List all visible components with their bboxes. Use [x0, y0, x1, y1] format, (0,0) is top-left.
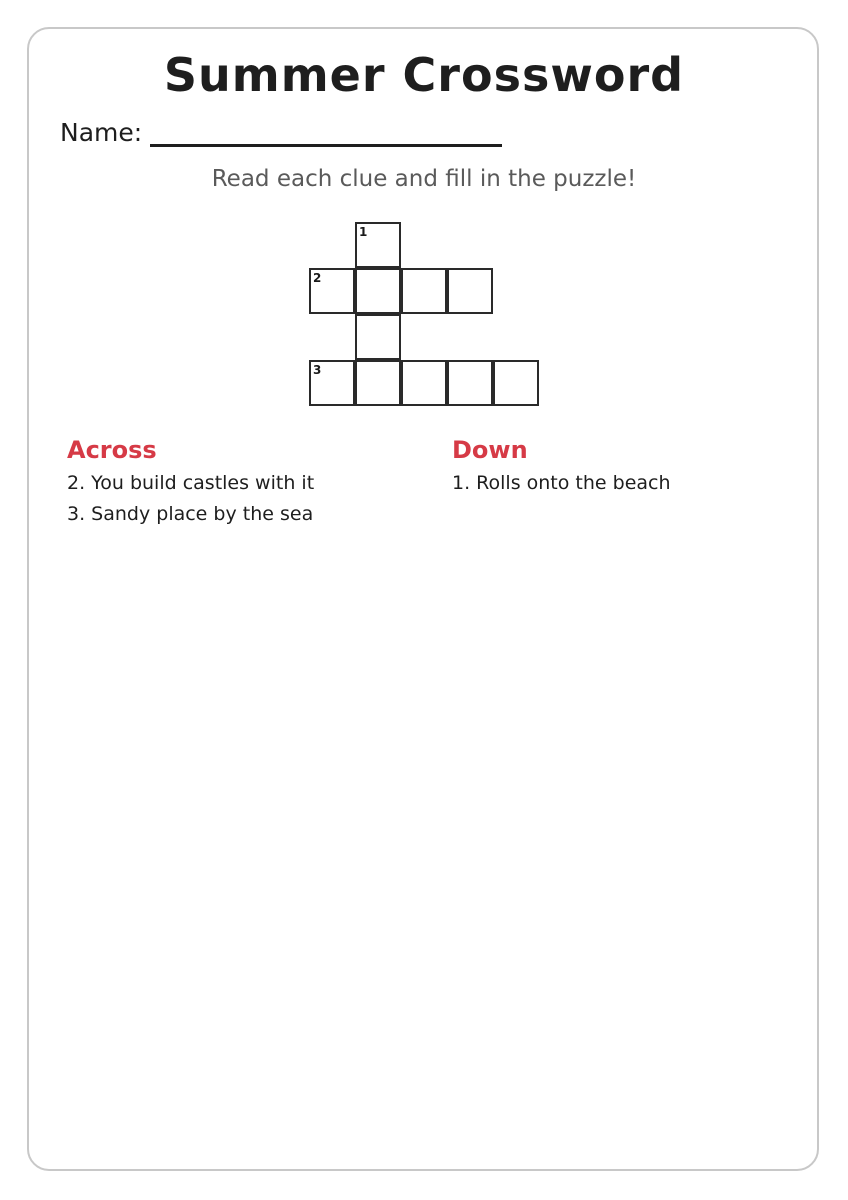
crossword-cell[interactable] [355, 360, 401, 406]
cell-number: 2 [313, 271, 322, 285]
worksheet-title: Summer Crossword [163, 48, 685, 102]
crossword-cell[interactable] [401, 360, 447, 406]
cell-number: 1 [359, 225, 368, 239]
crossword-cell[interactable] [447, 268, 493, 314]
crossword-cell[interactable] [401, 268, 447, 314]
cell-number: 3 [313, 363, 322, 377]
crossword-cell[interactable] [447, 360, 493, 406]
crossword-cell[interactable] [493, 360, 539, 406]
instructions: Read each clue and fill in the puzzle! [211, 166, 637, 192]
name-label: Name: [60, 118, 143, 147]
down-heading: Down [452, 436, 528, 464]
crossword-cell[interactable] [309, 360, 355, 406]
crossword-grid [0, 0, 848, 420]
across-clue-3: 3. Sandy place by the sea [67, 503, 314, 525]
across-heading: Across [67, 436, 157, 464]
crossword-cell[interactable] [309, 268, 355, 314]
crossword-cell[interactable] [355, 268, 401, 314]
down-clue-1: 1. Rolls onto the beach [452, 472, 671, 494]
crossword-cell[interactable] [355, 222, 401, 268]
across-clue-2: 2. You build castles with it [67, 472, 315, 494]
crossword-cell[interactable] [355, 314, 401, 360]
